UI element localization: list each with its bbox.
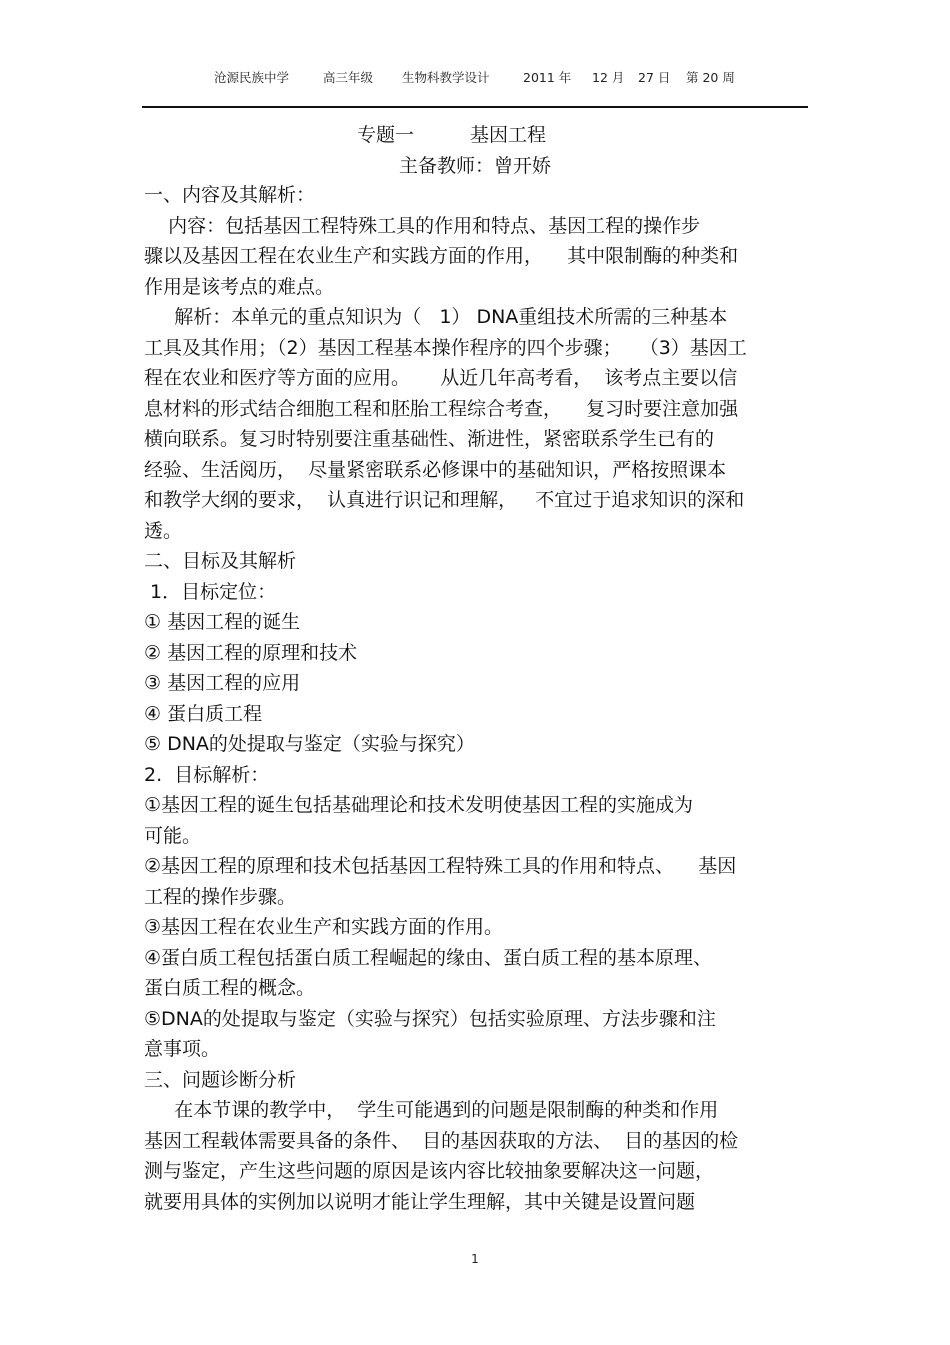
text-line: ① 基因工程的诞生 [144, 611, 301, 633]
text-line: 透。 [144, 519, 183, 542]
text-line: 息材料的形式结合细胞工程和胚胎工程综合考查， 复习时要注意加强 [144, 397, 739, 420]
header-year: 2011 年 [523, 70, 572, 85]
text-line: 横向联系。复习时特别要注重基础性、渐进性，紧密联系学生已有的 [144, 428, 715, 450]
header-grade: 高三年级 [323, 70, 374, 85]
teacher-line: 主备教师：曾开娇 [398, 155, 551, 177]
text-line: ②基因工程的原理和技术包括基因工程特殊工具的作用和特点、 基因 [144, 855, 737, 877]
text-line: 经验、生活阅历， 尽量紧密联系必修课中的基础知识，严格按照课本 [144, 458, 727, 481]
header-course: 生物科教学设计 [402, 70, 490, 85]
text-line: 程在农业和医疗等方面的应用。 从近几年高考看， 该考点主要以信 [144, 367, 738, 389]
text-line: 一、内容及其解析： [144, 184, 316, 206]
text-line: 工程的操作步骤。 [144, 885, 297, 908]
text-line: 三、问题诊断分析 [144, 1068, 297, 1091]
text-line: ⑤DNA的处提取与鉴定（实验与探究）包括实验原理、方法步骤和注 [144, 1007, 716, 1030]
title-topic: 专题一 [357, 124, 415, 146]
text-line: 解析：本单元的重点知识为（ 1） DNA重组技术所需的三种基本 [144, 306, 728, 328]
text-line: 和教学大纲的要求， 认真进行识记和理解， 不宜过于追求知识的深和 [144, 489, 745, 511]
title-name: 基因工程 [470, 124, 547, 146]
header-school: 沧源民族中学 [214, 70, 290, 85]
text-line: 意事项。 [144, 1038, 221, 1060]
header-month: 12 月 [592, 70, 625, 85]
text-line: 工具及其作用；（2）基因工程基本操作程序的四个步骤； （3）基因工 [144, 336, 747, 359]
text-line: ①基因工程的诞生包括基础理论和技术发明使基因工程的实施成为 [144, 794, 694, 816]
document-title [0, 120, 950, 146]
text-line: 可能。 [144, 824, 202, 847]
text-line: 2. 目标解析： [144, 763, 270, 786]
text-line: 基因工程载体需要具备的条件、 目的基因获取的方法、 目的基因的检 [144, 1129, 739, 1152]
text-line: 内容：包括基因工程特殊工具的作用和特点、基因工程的操作步 [144, 214, 701, 237]
page-header [0, 68, 950, 86]
text-line: ③基因工程在农业生产和实践方面的作用。 [144, 916, 504, 938]
header-rule [142, 106, 808, 108]
text-line: ④ 蛋白质工程 [144, 702, 263, 725]
text-line: 二、目标及其解析 [144, 550, 297, 572]
text-line: ② 基因工程的原理和技术 [144, 641, 358, 664]
header-week: 第 20 周 [686, 70, 735, 85]
header-day: 27 日 [638, 70, 671, 85]
text-line: 就要用具体的实例加以说明才能让学生理解，其中关键是设置问题 [144, 1190, 696, 1213]
text-line: ⑤ DNA的处提取与鉴定（实验与探究） [144, 733, 475, 755]
text-line: ③ 基因工程的应用 [144, 672, 301, 694]
text-line: 作用是该考点的难点。 [144, 275, 335, 298]
text-line: 蛋白质工程的概念。 [144, 977, 316, 999]
text-line: 在本节课的教学中， 学生可能遇到的问题是限制酶的种类和作用 [144, 1099, 719, 1121]
text-line: ④蛋白质工程包括蛋白质工程崛起的缘由、蛋白质工程的基本原理、 [144, 946, 713, 969]
text-line: 骤以及基因工程在农业生产和实践方面的作用， 其中限制酶的种类和 [144, 245, 739, 267]
text-line: 测与鉴定，产生这些问题的原因是该内容比较抽象要解决这一问题， [144, 1160, 715, 1182]
page-number: 1 [471, 1252, 479, 1266]
text-line: 1．目标定位： [144, 580, 277, 603]
